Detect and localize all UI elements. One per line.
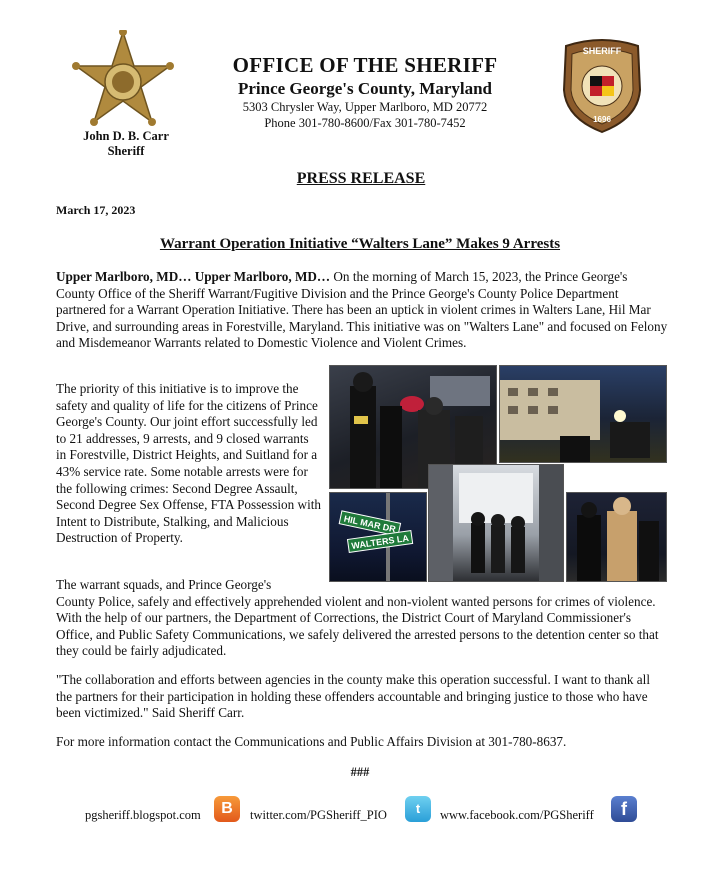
street-sign-walters: WALTERS LA xyxy=(350,533,410,551)
paragraph-contact: For more information contact the Communications and Public Affairs Division at 301-780-8637. xyxy=(56,734,567,749)
patch-top-text: SHERIFF xyxy=(582,46,622,56)
sheriff-signature-block xyxy=(66,129,186,159)
office-phone: Phone 301-780-8600/Fax 301-780-7452 xyxy=(264,116,466,130)
sheriff-patch-logo xyxy=(560,38,644,134)
headline: Warrant Operation Initiative “Walters Lane” Makes 9 Arrests xyxy=(159,236,561,252)
twitter-link[interactable]: twitter.com/PGSheriff_PIO xyxy=(250,808,387,822)
paragraph-warrant-squads-a: The warrant squads, and Prince George's xyxy=(56,577,272,592)
office-address: 5303 Chrysler Way, Upper Marlboro, MD 20772 xyxy=(242,100,488,114)
sheriff-star-logo xyxy=(68,30,178,130)
paragraph-priority: The priority of this initiative is to improve the safety and quality of life for the citizens of Prince George's County. Our joint effort successfully led to 21 addresses, 9 arrests, and 9 closed warrants in Forestville, District Heights, and Suitland for a 43% service rate. Some notable arrests were for the following crimes: Second Degree Assault, Second Degree Sex Offense, FTA Possession with Intent to Distribute, Stalking, and Malicious Destruction of Property. xyxy=(56,381,321,546)
paragraph-intro xyxy=(56,269,668,352)
photo-night-apartments xyxy=(499,365,667,463)
photo-stairwell-team xyxy=(428,464,564,582)
paragraph-quote: "The collaboration and efforts between agencies in the county make this operation successful. I want to thank all the partners for their participation in holding these offenders accountable and bringing justice to those who have been victimized." Said Sheriff Carr. xyxy=(56,672,650,721)
facebook-icon[interactable]: f xyxy=(611,796,637,822)
end-mark: ### xyxy=(350,765,370,779)
county-name: Prince George's County, Maryland xyxy=(237,79,493,98)
street-sign-hil-mar: HIL MAR DR xyxy=(342,513,397,535)
paragraph-warrant-squads-b: County Police, safely and effectively apprehended violent and non-violent wanted persons for crimes of violence. With the help of our partners, the Department of Corrections, the District Court of Maryland Commissioner's Office, and Public Safety Communications, we safely delivered the arrested persons to the detention center so that they could be fairly adjudicated. xyxy=(56,593,659,659)
release-date: March 17, 2023 xyxy=(56,203,136,217)
office-title: OFFICE OF THE SHERIFF xyxy=(232,53,498,77)
sheriff-name: John D. B. Carr xyxy=(83,129,169,143)
blogger-icon[interactable]: B xyxy=(214,796,240,822)
paragraph-warrant-squads xyxy=(56,577,668,660)
facebook-link[interactable]: www.facebook.com/PGSheriff xyxy=(440,808,594,822)
sheriff-title: Sheriff xyxy=(107,144,145,158)
paragraph-intro-text: On the morning of March 15, 2023, the Prince George's County Office of the Sheriff Warrant/Fugitive Division and the Prince George's County Police Department partnered for a Warrant Operation Initiative. There has been an uptick in violent crimes in Walters Lane, Hil Mar Drive, and surrounding areas in Forestville, Maryland. This initiative was on "Walters Lane" and focused on Felony and Misdemeanor Warrants related to Domestic Violence and Violent Crimes. xyxy=(56,269,668,351)
patch-year: 1696 xyxy=(593,115,611,124)
twitter-icon[interactable]: t xyxy=(405,796,431,822)
photo-arrest-night xyxy=(566,492,667,582)
photo-street-signs xyxy=(329,492,427,582)
blog-link[interactable]: pgsheriff.blogspot.com xyxy=(85,808,201,822)
press-release-heading: PRESS RELEASE xyxy=(296,170,426,187)
dateline: Upper Marlboro, MD… Upper Marlboro, MD… xyxy=(56,269,331,284)
